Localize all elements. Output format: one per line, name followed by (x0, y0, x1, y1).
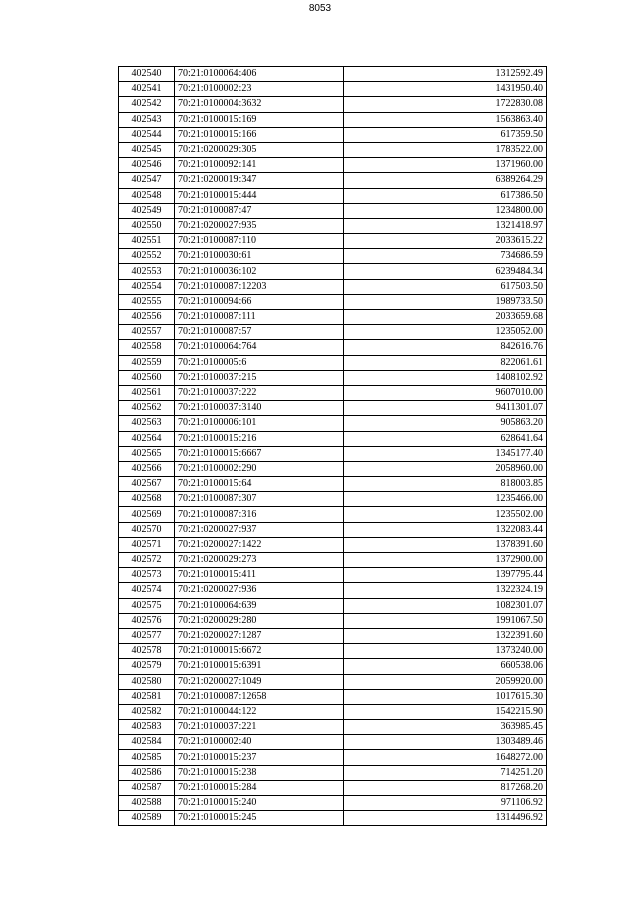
table-body (119, 67, 547, 826)
cadastral-number-cell: 70:21:0100037:222 (175, 385, 344, 400)
value-cell: 1303489.46 (344, 735, 547, 750)
row-number-cell: 402544 (119, 127, 175, 142)
table-row (119, 294, 547, 309)
cadastral-number-cell: 70:21:0100064:406 (175, 67, 344, 82)
row-number-cell: 402569 (119, 507, 175, 522)
row-number-cell: 402578 (119, 644, 175, 659)
cadastral-number-cell: 70:21:0100087:111 (175, 310, 344, 325)
row-number-cell: 402581 (119, 689, 175, 704)
cadastral-number-cell: 70:21:0100037:3140 (175, 401, 344, 416)
cadastral-number-cell: 70:21:0100015:6672 (175, 644, 344, 659)
row-number-cell: 402568 (119, 492, 175, 507)
cadastral-number-cell: 70:21:0200027:935 (175, 218, 344, 233)
table-row (119, 492, 547, 507)
value-cell: 1235502.00 (344, 507, 547, 522)
table-row (119, 598, 547, 613)
cadastral-value-table (118, 66, 547, 826)
row-number-cell: 402583 (119, 720, 175, 735)
value-cell: 6239484.34 (344, 264, 547, 279)
table-row (119, 97, 547, 112)
cadastral-number-cell: 70:21:0100002:23 (175, 82, 344, 97)
cadastral-number-cell: 70:21:0100094:66 (175, 294, 344, 309)
value-cell: 1082301.07 (344, 598, 547, 613)
table-row (119, 173, 547, 188)
cadastral-number-cell: 70:21:0100015:237 (175, 750, 344, 765)
table-row (119, 325, 547, 340)
row-number-cell: 402572 (119, 553, 175, 568)
value-cell: 628641.64 (344, 431, 547, 446)
value-cell: 971106.92 (344, 796, 547, 811)
cadastral-number-cell: 70:21:0200029:305 (175, 142, 344, 157)
value-cell: 1397795.44 (344, 568, 547, 583)
value-cell: 1017615.30 (344, 689, 547, 704)
table-row (119, 461, 547, 476)
row-number-cell: 402554 (119, 279, 175, 294)
row-number-cell: 402584 (119, 735, 175, 750)
row-number-cell: 402585 (119, 750, 175, 765)
cadastral-number-cell: 70:21:0100015:6667 (175, 446, 344, 461)
value-cell: 9607010.00 (344, 385, 547, 400)
value-cell: 9411301.07 (344, 401, 547, 416)
cadastral-number-cell: 70:21:0200027:1422 (175, 537, 344, 552)
value-cell: 818003.85 (344, 477, 547, 492)
row-number-cell: 402551 (119, 234, 175, 249)
table-row (119, 659, 547, 674)
row-number-cell: 402547 (119, 173, 175, 188)
value-cell: 822061.61 (344, 355, 547, 370)
row-number-cell: 402558 (119, 340, 175, 355)
row-number-cell: 402542 (119, 97, 175, 112)
table-row (119, 613, 547, 628)
table-row (119, 355, 547, 370)
cadastral-number-cell: 70:21:0100087:307 (175, 492, 344, 507)
cadastral-number-cell: 70:21:0100002:40 (175, 735, 344, 750)
value-cell: 1235052.00 (344, 325, 547, 340)
table-row (119, 628, 547, 643)
row-number-cell: 402586 (119, 765, 175, 780)
cadastral-number-cell: 70:21:0100064:639 (175, 598, 344, 613)
cadastral-number-cell: 70:21:0100005:6 (175, 355, 344, 370)
cadastral-number-cell: 70:21:0100037:221 (175, 720, 344, 735)
table-row (119, 234, 547, 249)
value-cell: 1314496.92 (344, 811, 547, 826)
value-cell: 1431950.40 (344, 82, 547, 97)
value-cell: 617503.50 (344, 279, 547, 294)
row-number-cell: 402570 (119, 522, 175, 537)
cadastral-number-cell: 70:21:0100087:110 (175, 234, 344, 249)
value-cell: 1312592.49 (344, 67, 547, 82)
value-cell: 1373240.00 (344, 644, 547, 659)
table-row (119, 203, 547, 218)
table-row (119, 583, 547, 598)
row-number-cell: 402564 (119, 431, 175, 446)
cadastral-number-cell: 70:21:0200029:280 (175, 613, 344, 628)
cadastral-number-cell: 70:21:0100015:64 (175, 477, 344, 492)
row-number-cell: 402557 (119, 325, 175, 340)
row-number-cell: 402567 (119, 477, 175, 492)
value-cell: 617359.50 (344, 127, 547, 142)
value-cell: 1989733.50 (344, 294, 547, 309)
table-row (119, 507, 547, 522)
cadastral-number-cell: 70:21:0200019:347 (175, 173, 344, 188)
table-row (119, 750, 547, 765)
row-number-cell: 402555 (119, 294, 175, 309)
table-row (119, 431, 547, 446)
table-row (119, 811, 547, 826)
row-number-cell: 402552 (119, 249, 175, 264)
value-cell: 1722830.08 (344, 97, 547, 112)
row-number-cell: 402589 (119, 811, 175, 826)
cadastral-number-cell: 70:21:0100037:215 (175, 370, 344, 385)
value-cell: 6389264.29 (344, 173, 547, 188)
value-cell: 1234800.00 (344, 203, 547, 218)
row-number-cell: 402543 (119, 112, 175, 127)
cadastral-number-cell: 70:21:0100015:411 (175, 568, 344, 583)
row-number-cell: 402582 (119, 704, 175, 719)
cadastral-number-cell: 70:21:0100030:61 (175, 249, 344, 264)
table-row (119, 522, 547, 537)
row-number-cell: 402541 (119, 82, 175, 97)
cadastral-number-cell: 70:21:0100087:12203 (175, 279, 344, 294)
row-number-cell: 402566 (119, 461, 175, 476)
table-row (119, 218, 547, 233)
cadastral-number-cell: 70:21:0100015:216 (175, 431, 344, 446)
value-cell: 2059920.00 (344, 674, 547, 689)
cadastral-number-cell: 70:21:0100015:245 (175, 811, 344, 826)
table-row (119, 158, 547, 173)
cadastral-number-cell: 70:21:0100087:47 (175, 203, 344, 218)
cadastral-number-cell: 70:21:0200029:273 (175, 553, 344, 568)
row-number-cell: 402571 (119, 537, 175, 552)
table-row (119, 446, 547, 461)
row-number-cell: 402576 (119, 613, 175, 628)
value-cell: 1322324.19 (344, 583, 547, 598)
cadastral-number-cell: 70:21:0100015:6391 (175, 659, 344, 674)
cadastral-number-cell: 70:21:0100044:122 (175, 704, 344, 719)
cadastral-number-cell: 70:21:0100015:240 (175, 796, 344, 811)
row-number-cell: 402562 (119, 401, 175, 416)
table-row (119, 142, 547, 157)
cadastral-number-cell: 70:21:0100087:316 (175, 507, 344, 522)
value-cell: 617386.50 (344, 188, 547, 203)
table-row (119, 127, 547, 142)
page-number: 8053 (308, 3, 332, 14)
cadastral-number-cell: 70:21:0100036:102 (175, 264, 344, 279)
table-row (119, 735, 547, 750)
row-number-cell: 402577 (119, 628, 175, 643)
table-row (119, 112, 547, 127)
cadastral-number-cell: 70:21:0100002:290 (175, 461, 344, 476)
table-row (119, 704, 547, 719)
row-number-cell: 402559 (119, 355, 175, 370)
table-row (119, 188, 547, 203)
table-row (119, 264, 547, 279)
cadastral-number-cell: 70:21:0100064:764 (175, 340, 344, 355)
table-row (119, 416, 547, 431)
row-number-cell: 402580 (119, 674, 175, 689)
value-cell: 905863.20 (344, 416, 547, 431)
value-cell: 1542215.90 (344, 704, 547, 719)
row-number-cell: 402546 (119, 158, 175, 173)
cadastral-number-cell: 70:21:0100015:169 (175, 112, 344, 127)
table-row (119, 689, 547, 704)
value-cell: 734686.59 (344, 249, 547, 264)
row-number-cell: 402550 (119, 218, 175, 233)
table-row (119, 644, 547, 659)
table-row (119, 370, 547, 385)
row-number-cell: 402563 (119, 416, 175, 431)
table-row (119, 537, 547, 552)
table-row (119, 796, 547, 811)
table-row (119, 385, 547, 400)
value-cell: 1235466.00 (344, 492, 547, 507)
cadastral-number-cell: 70:21:0100015:238 (175, 765, 344, 780)
value-cell: 1408102.92 (344, 370, 547, 385)
row-number-cell: 402540 (119, 67, 175, 82)
value-cell: 363985.45 (344, 720, 547, 735)
value-cell: 1648272.00 (344, 750, 547, 765)
cadastral-number-cell: 70:21:0100015:444 (175, 188, 344, 203)
cadastral-number-cell: 70:21:0100087:57 (175, 325, 344, 340)
row-number-cell: 402574 (119, 583, 175, 598)
value-cell: 817268.20 (344, 780, 547, 795)
row-number-cell: 402575 (119, 598, 175, 613)
value-cell: 1378391.60 (344, 537, 547, 552)
cadastral-number-cell: 70:21:0200027:1049 (175, 674, 344, 689)
value-cell: 714251.20 (344, 765, 547, 780)
table-row (119, 568, 547, 583)
row-number-cell: 402553 (119, 264, 175, 279)
row-number-cell: 402573 (119, 568, 175, 583)
table-row (119, 82, 547, 97)
cadastral-number-cell: 70:21:0100087:12658 (175, 689, 344, 704)
value-cell: 2033659.68 (344, 310, 547, 325)
table-row (119, 67, 547, 82)
value-cell: 660538.06 (344, 659, 547, 674)
cadastral-number-cell: 70:21:0100015:166 (175, 127, 344, 142)
table-row (119, 249, 547, 264)
value-cell: 1345177.40 (344, 446, 547, 461)
row-number-cell: 402579 (119, 659, 175, 674)
value-cell: 1321418.97 (344, 218, 547, 233)
value-cell: 2033615.22 (344, 234, 547, 249)
table-row (119, 477, 547, 492)
table-row (119, 340, 547, 355)
table-row (119, 310, 547, 325)
cadastral-number-cell: 70:21:0200027:937 (175, 522, 344, 537)
value-cell: 1322083.44 (344, 522, 547, 537)
value-cell: 2058960.00 (344, 461, 547, 476)
value-cell: 842616.76 (344, 340, 547, 355)
row-number-cell: 402561 (119, 385, 175, 400)
value-cell: 1322391.60 (344, 628, 547, 643)
table-row (119, 674, 547, 689)
table-row (119, 279, 547, 294)
row-number-cell: 402560 (119, 370, 175, 385)
cadastral-number-cell: 70:21:0100092:141 (175, 158, 344, 173)
row-number-cell: 402548 (119, 188, 175, 203)
table-row (119, 765, 547, 780)
row-number-cell: 402588 (119, 796, 175, 811)
value-cell: 1372900.00 (344, 553, 547, 568)
value-cell: 1371960.00 (344, 158, 547, 173)
row-number-cell: 402549 (119, 203, 175, 218)
value-cell: 1783522.00 (344, 142, 547, 157)
cadastral-number-cell: 70:21:0100006:101 (175, 416, 344, 431)
table-row (119, 553, 547, 568)
row-number-cell: 402565 (119, 446, 175, 461)
table-row (119, 780, 547, 795)
value-cell: 1563863.40 (344, 112, 547, 127)
row-number-cell: 402587 (119, 780, 175, 795)
row-number-cell: 402556 (119, 310, 175, 325)
value-cell: 1991067.50 (344, 613, 547, 628)
table-row (119, 401, 547, 416)
cadastral-number-cell: 70:21:0100004:3632 (175, 97, 344, 112)
cadastral-number-cell: 70:21:0200027:1287 (175, 628, 344, 643)
table-row (119, 720, 547, 735)
cadastral-number-cell: 70:21:0200027:936 (175, 583, 344, 598)
cadastral-number-cell: 70:21:0100015:284 (175, 780, 344, 795)
row-number-cell: 402545 (119, 142, 175, 157)
